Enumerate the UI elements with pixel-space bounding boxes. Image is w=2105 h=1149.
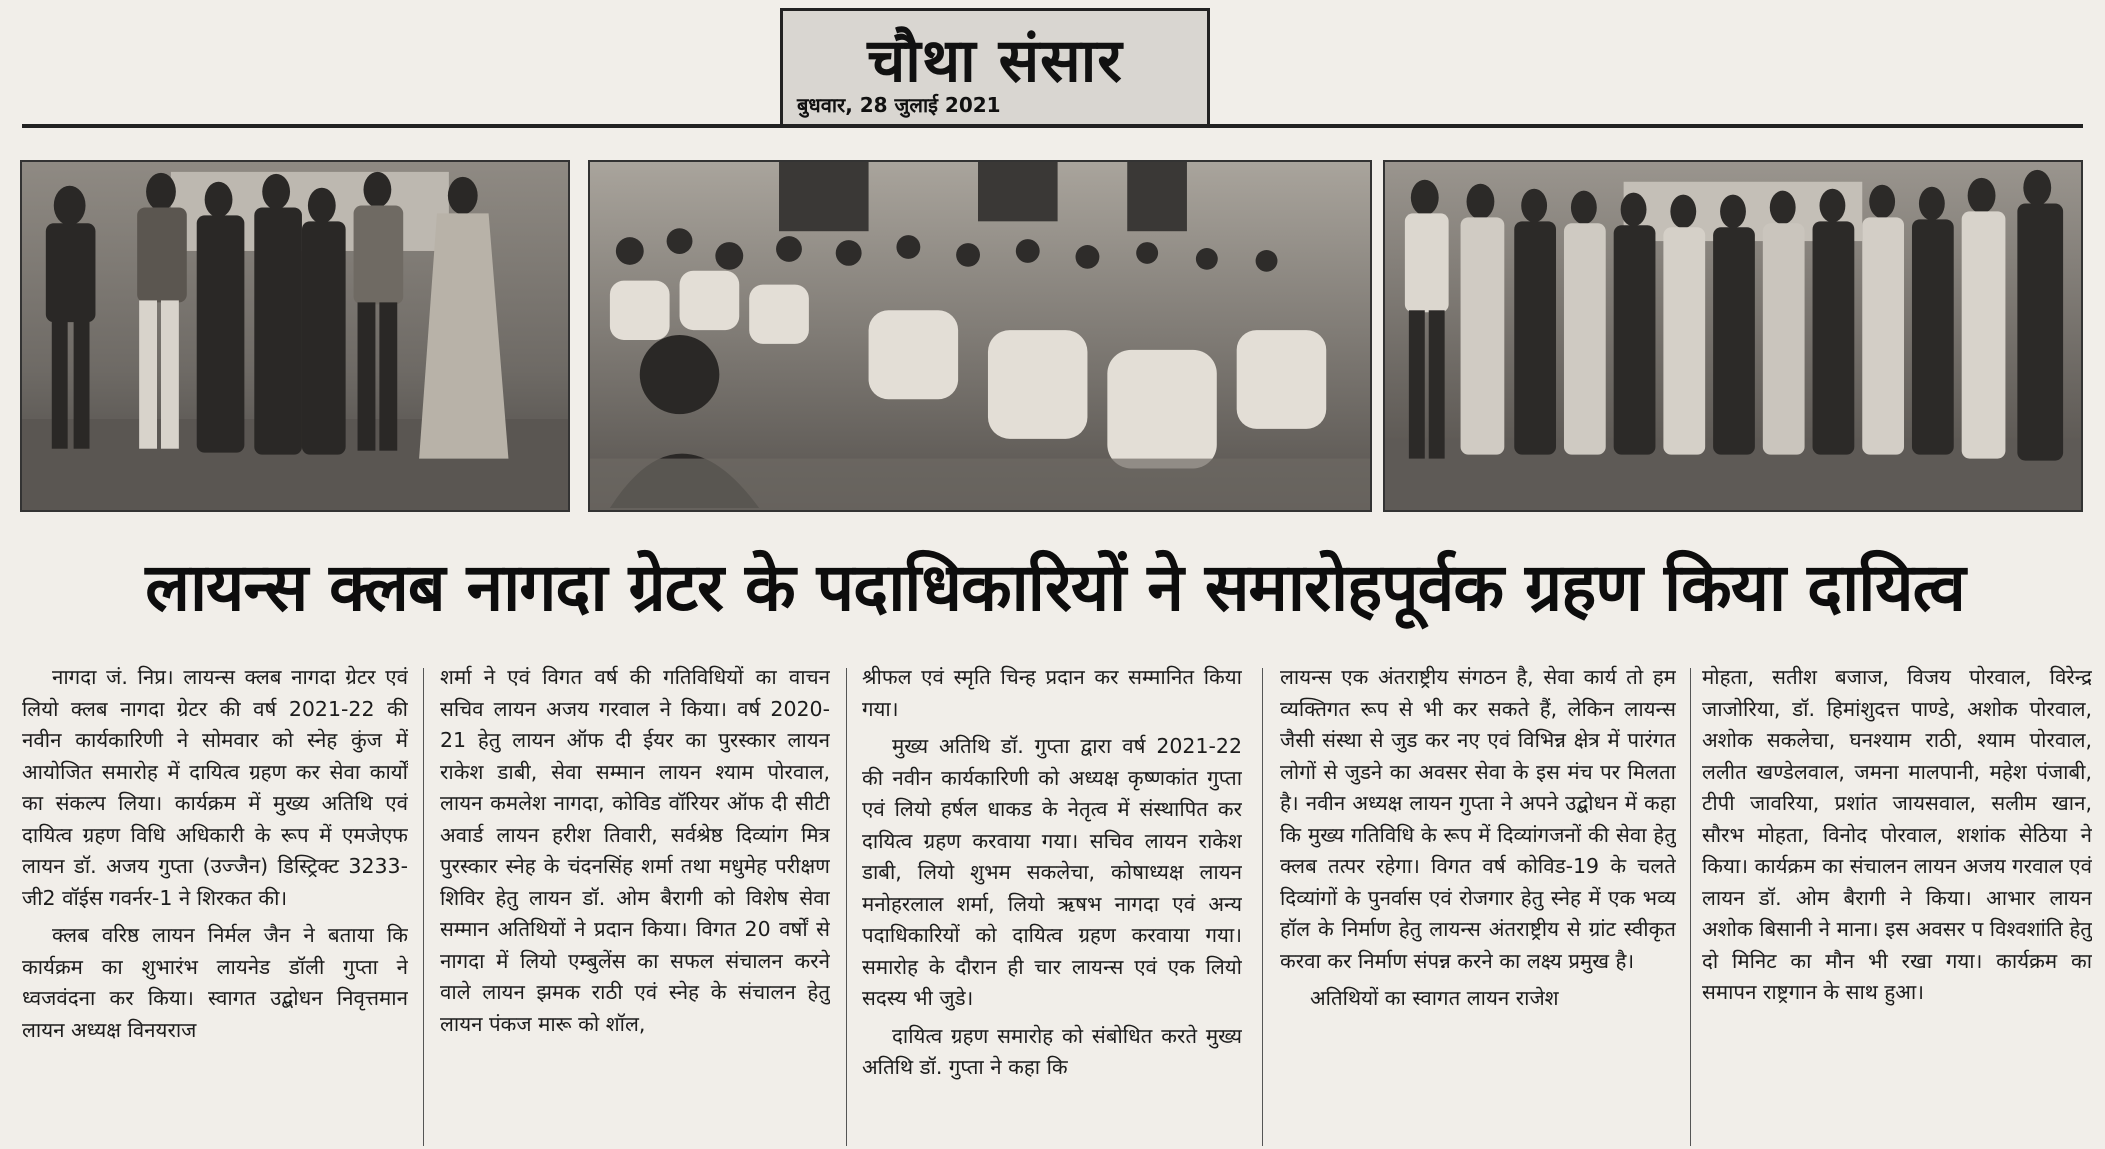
article-column-4 [1280, 662, 1676, 1146]
paragraph: अतिथियों का स्वागत लायन राजेश [1310, 986, 1559, 1010]
photo-audience-image [590, 162, 1370, 510]
paragraph: शर्मा ने एवं विगत वर्ष की गतिविधियों का वाचन सचिव लायन अजय गरवाल ने किया। वर्ष 2020-21 हेतु लायन ऑफ दी ईयर का पुरस्कार लायन राकेश डाबी, सेवा सम्मान लायन श्याम पोरवाल, लायन कमलेश नागदा, कोविड वॉरियर ऑफ दी सीटी अवार्ड लायन हरीश तिवारी, सर्वश्रेष्ठ दिव्यांग मित्र पुरस्कार स्नेह के चंदनसिंह शर्मा तथा मधुमेह परीक्षण शिविर हेतु लायन डॉ. ओम बैरागी को विशेष सेवा सम्मान अतिथियों ने प्रदान किया। विगत 20 वर्षों से नागदा में लियो एम्बुलेंस का सफल संचालन करने वाले लायन झमक राठी एवं स्नेह के संचालन हेतु लायन पंकज मारू को शॉल, [440, 665, 830, 1036]
article-column-2 [440, 662, 830, 1146]
paragraph: मुख्य अतिथि डॉ. गुप्ता द्वारा वर्ष 2021-22 की नवीन कार्यकारिणी को अध्यक्ष कृष्णकांत गुप्ता एवं लियो हर्षल धाकड के नेतृत्व में संस्थापित कर दायित्व ग्रहण करवाया गया। सचिव लायन राकेश डाबी, लियो शुभम सकलेचा, कोषाध्यक्ष लायन मनोहरलाल शर्मा, लियो ऋषभ नागदा एवं अन्य पदाधिकारियों को दायित्व ग्रहण करवाया गया। समारोह के दौरान ही चार लायन्स एवं एक लियो सदस्य भी जुडे। [862, 734, 1242, 1010]
paragraph: मोहता, सतीश बजाज, विजय पोरवाल, विरेन्द्र जाजोरिया, डॉ. हिमांशुदत्त पाण्डे, अशोक पोरवाल, अशोक सकलेचा, घनश्याम राठी, श्याम पोरवाल, ललीत खण्डेलवाल, जमना मालपानी, महेश पंजाबी, टीपी जावरिया, प्रशांत जायसवाल, सलीम खान, सौरभ मोहता, विनोद पोरवाल, शशांक सेठिया ने किया। कार्यक्रम का संचालन लायन अजय गरवाल एवं लायन डॉ. ओम बैरागी ने किया। आभार लायन अशोक बिसानी ने माना। इस अवसर प विश्वशांति हेतु दो मिनिट का मौन भी रखा गया। कार्यक्रम का समापन राष्ट्रगान के साथ हुआ। [1702, 665, 2092, 1004]
paragraph: क्लब वरिष्ठ लायन निर्मल जैन ने बताया कि कार्यक्रम का शुभारंभ लायनेड डॉली गुप्ता ने ध्वजवंदना कर किया। स्वागत उद्बोधन निवृत्तमान लायन अध्यक्ष विनयराज [22, 923, 408, 1042]
photo-handshake-group-image [22, 162, 568, 510]
column-divider [423, 668, 424, 1146]
photo-handshake-group [20, 160, 570, 512]
article-column-3 [862, 662, 1242, 1146]
masthead-date: बुधवार, 28 जुलाई 2021 [797, 93, 1001, 117]
article-column-5 [1702, 662, 2092, 1146]
masthead [780, 8, 1210, 128]
article-column-1 [22, 662, 408, 1146]
headline: लायन्स क्लब नागदा ग्रेटर के पदाधिकारियों ने समारोहपूर्वक ग्रहण किया दायित्व [145, 549, 1965, 626]
column-divider [1690, 668, 1691, 1146]
masthead-title: चौथा संसार [867, 26, 1123, 96]
photo-audience [588, 160, 1372, 512]
paragraph: लायन्स एक अंतराष्ट्रीय संगठन है, सेवा कार्य तो हम व्यक्तिगत रूप से भी कर सकते हैं, लेकिन लायन्स जैसी संस्था से जुड कर नए एवं विभिन्न क्षेत्र में पारंगत लोगों से जुडने का अवसर सेवा के इस मंच पर मिलता है। नवीन अध्यक्ष लायन गुप्ता ने अपने उद्बोधन में कहा कि मुख्य गतिविधि के रूप में दिव्यांगजनों की सेवा हेतु क्लब तत्पर रहेगा। विगत वर्ष कोविड-19 के चलते दिव्यांगों के पुनर्वास एवं रोजगार हेतु स्नेह में एक भव्य हॉल के निर्माण हेतु लायन्स अंतराष्ट्रीय से ग्रांट स्वीकृत करवा कर निर्माण संपन्न करने का लक्ष्य प्रमुख है। [1280, 665, 1676, 973]
photo-large-group [1383, 160, 2083, 512]
paragraph: श्रीफल एवं स्मृति चिन्ह प्रदान कर सम्मानित किया गया। [862, 665, 1242, 721]
paragraph: नागदा जं. निप्र। लायन्स क्लब नागदा ग्रेटर एवं लियो क्लब नागदा ग्रेटर की वर्ष 2021-22 की नवीन कार्यकारिणी ने सोमवार को स्नेह कुंज में आयोजित समारोह में दायित्व ग्रहण कर सेवा कार्यों का संकल्प लिया। कार्यक्रम में मुख्य अतिथि एवं दायित्व ग्रहण विधि अधिकारी के रूप में एमजेएफ लायन डॉ. अजय गुप्ता (उज्जैन) डिस्ट्रिक्ट 3233-जी2 वॉईस गवर्नर-1 ने शिरकत की। [22, 665, 408, 910]
column-divider [846, 668, 847, 1146]
paragraph: दायित्व ग्रहण समारोह को संबोधित करते मुख्य अतिथि डॉ. गुप्ता ने कहा कि [862, 1023, 1242, 1079]
column-divider [1262, 668, 1263, 1146]
photo-large-group-image [1385, 162, 2081, 510]
top-rule [22, 124, 2083, 128]
